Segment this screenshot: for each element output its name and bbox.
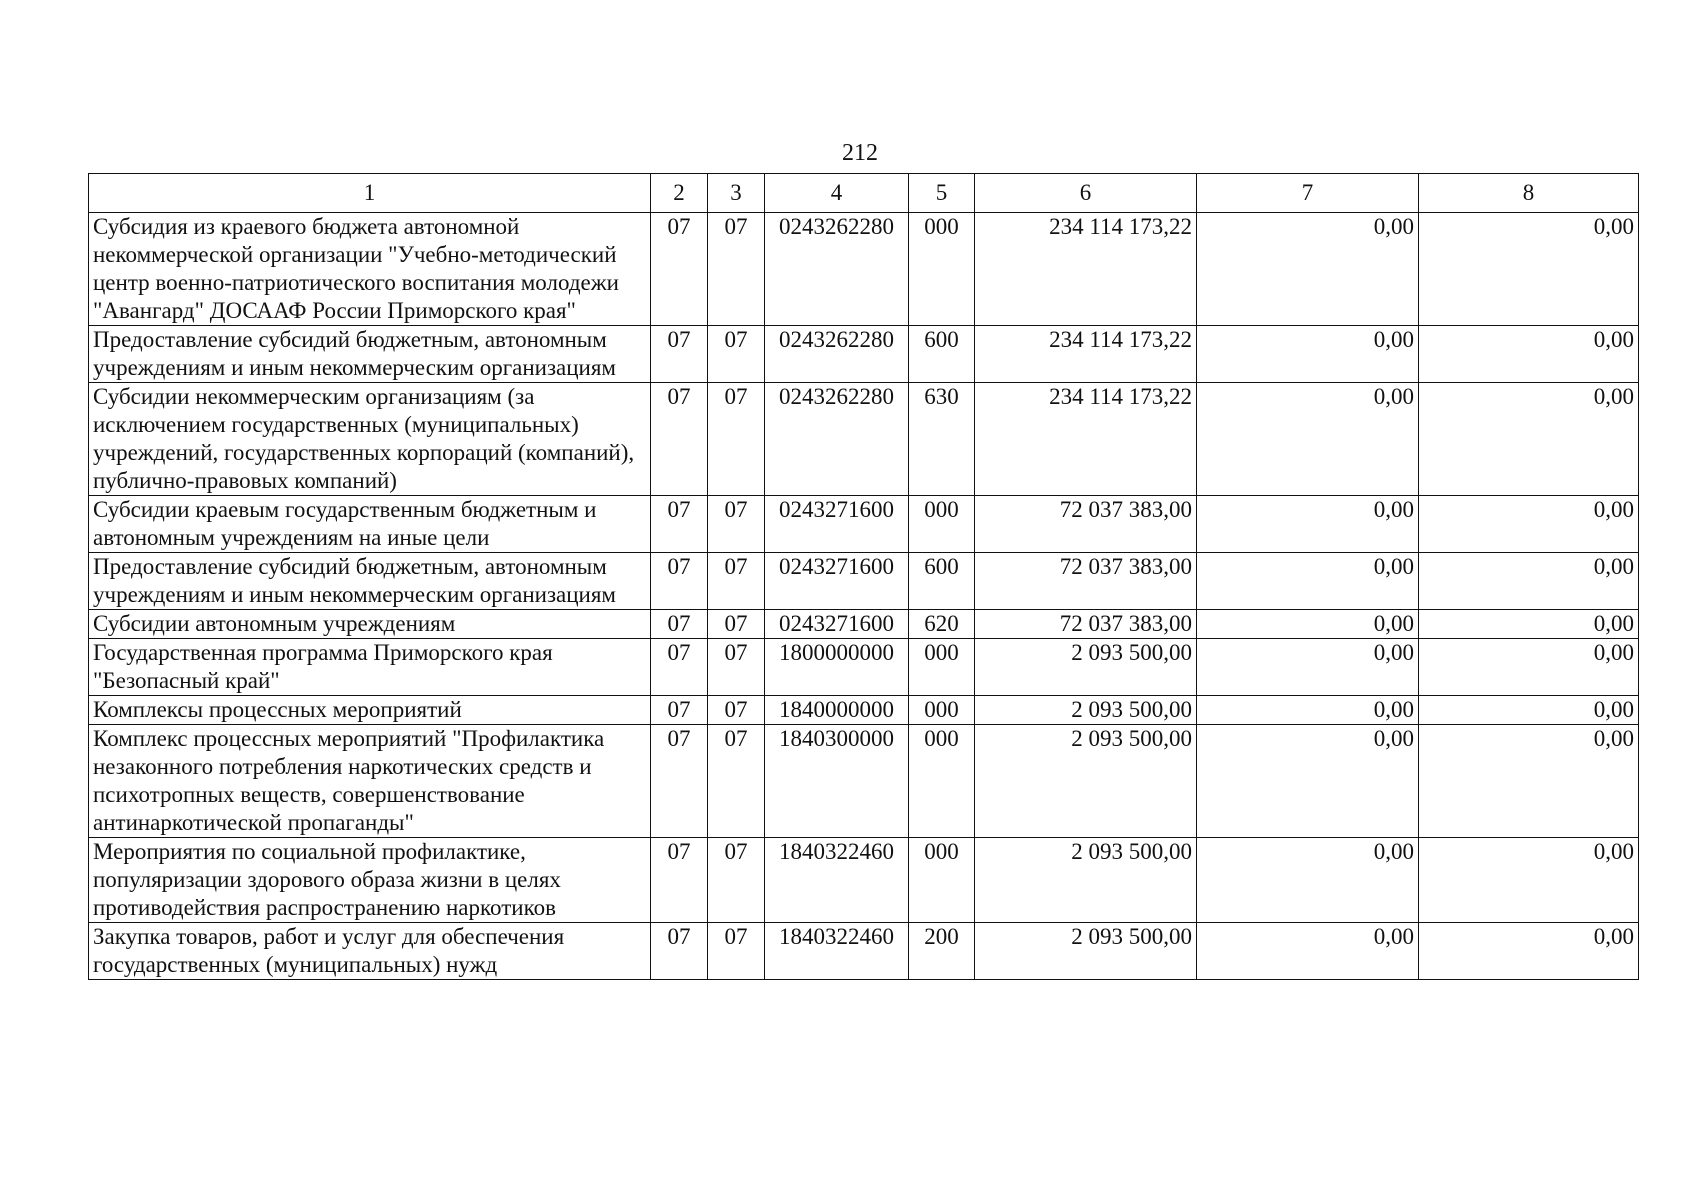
target-article-cell: 0243271600	[765, 610, 909, 639]
amount-cell: 0,00	[1419, 553, 1639, 610]
amount-cell: 0,00	[1197, 383, 1419, 496]
table-row	[89, 213, 1639, 326]
subsection-cell: 07	[708, 838, 765, 923]
section-cell: 07	[651, 213, 708, 326]
amount-cell: 72 037 383,00	[975, 553, 1197, 610]
section-cell: 07	[651, 725, 708, 838]
column-header: 2	[651, 174, 708, 213]
subsection-cell: 07	[708, 610, 765, 639]
section-cell: 07	[651, 696, 708, 725]
row-name-cell: Закупка товаров, работ и услуг для обеспечения государственных (муниципальных) нужд	[89, 923, 651, 980]
column-header: 7	[1197, 174, 1419, 213]
expense-type-cell: 620	[909, 610, 975, 639]
column-header: 3	[708, 174, 765, 213]
amount-cell: 2 093 500,00	[975, 639, 1197, 696]
table-row	[89, 610, 1639, 639]
amount-cell: 2 093 500,00	[975, 923, 1197, 980]
column-header: 6	[975, 174, 1197, 213]
column-header: 4	[765, 174, 909, 213]
row-name-cell: Субсидии некоммерческим организациям (за исключением государственных (муниципальных) учреждений, государственных корпораций (компаний), публично-правовых компаний)	[89, 383, 651, 496]
row-name-cell: Предоставление субсидий бюджетным, автономным учреждениям и иным некоммерческим организациям	[89, 326, 651, 383]
amount-cell: 0,00	[1197, 213, 1419, 326]
table-row	[89, 923, 1639, 980]
table-row	[89, 725, 1639, 838]
subsection-cell: 07	[708, 326, 765, 383]
row-name-cell: Комплекс процессных мероприятий "Профилактика незаконного потребления наркотических средств и психотропных веществ, совершенствование антинаркотической пропаганды"	[89, 725, 651, 838]
expense-type-cell: 630	[909, 383, 975, 496]
amount-cell: 0,00	[1197, 923, 1419, 980]
table-row	[89, 696, 1639, 725]
amount-cell: 0,00	[1197, 610, 1419, 639]
amount-cell: 0,00	[1419, 213, 1639, 326]
target-article-cell: 0243262280	[765, 383, 909, 496]
column-header: 1	[89, 174, 651, 213]
expense-type-cell: 000	[909, 725, 975, 838]
amount-cell: 234 114 173,22	[975, 383, 1197, 496]
row-name-cell: Комплексы процессных мероприятий	[89, 696, 651, 725]
row-name-cell: Субсидии краевым государственным бюджетным и автономным учреждениям на иные цели	[89, 496, 651, 553]
section-cell: 07	[651, 838, 708, 923]
target-article-cell: 1840322460	[765, 923, 909, 980]
target-article-cell: 1840000000	[765, 696, 909, 725]
amount-cell: 0,00	[1419, 610, 1639, 639]
amount-cell: 2 093 500,00	[975, 838, 1197, 923]
expense-type-cell: 000	[909, 213, 975, 326]
row-name-cell: Субсидия из краевого бюджета автономной некоммерческой организации "Учебно-методический центр военно-патриотического воспитания молодежи "Авангард" ДОСААФ России Приморского края"	[89, 213, 651, 326]
target-article-cell: 1840322460	[765, 838, 909, 923]
section-cell: 07	[651, 553, 708, 610]
table-row	[89, 553, 1639, 610]
expense-type-cell: 600	[909, 326, 975, 383]
subsection-cell: 07	[708, 553, 765, 610]
row-name-cell: Мероприятия по социальной профилактике, популяризации здорового образа жизни в целях противодействия распространению наркотиков	[89, 838, 651, 923]
amount-cell: 0,00	[1419, 326, 1639, 383]
table-row	[89, 326, 1639, 383]
target-article-cell: 1800000000	[765, 639, 909, 696]
amount-cell: 72 037 383,00	[975, 496, 1197, 553]
row-name-cell: Субсидии автономным учреждениям	[89, 610, 651, 639]
row-name-cell: Государственная программа Приморского края "Безопасный край"	[89, 639, 651, 696]
amount-cell: 0,00	[1197, 696, 1419, 725]
column-header: 5	[909, 174, 975, 213]
amount-cell: 2 093 500,00	[975, 696, 1197, 725]
amount-cell: 2 093 500,00	[975, 725, 1197, 838]
table-row	[89, 496, 1639, 553]
section-cell: 07	[651, 496, 708, 553]
section-cell: 07	[651, 326, 708, 383]
table-row	[89, 838, 1639, 923]
amount-cell: 0,00	[1197, 496, 1419, 553]
amount-cell: 0,00	[1419, 496, 1639, 553]
target-article-cell: 0243271600	[765, 553, 909, 610]
amount-cell: 234 114 173,22	[975, 326, 1197, 383]
subsection-cell: 07	[708, 213, 765, 326]
budget-table	[88, 173, 1639, 980]
table-row	[89, 383, 1639, 496]
subsection-cell: 07	[708, 923, 765, 980]
amount-cell: 234 114 173,22	[975, 213, 1197, 326]
subsection-cell: 07	[708, 696, 765, 725]
amount-cell: 72 037 383,00	[975, 610, 1197, 639]
section-cell: 07	[651, 923, 708, 980]
expense-type-cell: 000	[909, 838, 975, 923]
column-header: 8	[1419, 174, 1639, 213]
amount-cell: 0,00	[1197, 725, 1419, 838]
expense-type-cell: 200	[909, 923, 975, 980]
target-article-cell: 0243262280	[765, 326, 909, 383]
target-article-cell: 0243271600	[765, 496, 909, 553]
amount-cell: 0,00	[1419, 923, 1639, 980]
amount-cell: 0,00	[1197, 553, 1419, 610]
subsection-cell: 07	[708, 725, 765, 838]
subsection-cell: 07	[708, 383, 765, 496]
target-article-cell: 0243262280	[765, 213, 909, 326]
section-cell: 07	[651, 383, 708, 496]
amount-cell: 0,00	[1419, 696, 1639, 725]
target-article-cell: 1840300000	[765, 725, 909, 838]
row-name-cell: Предоставление субсидий бюджетным, автономным учреждениям и иным некоммерческим организациям	[89, 553, 651, 610]
section-cell: 07	[651, 610, 708, 639]
subsection-cell: 07	[708, 496, 765, 553]
amount-cell: 0,00	[1419, 639, 1639, 696]
section-cell: 07	[651, 639, 708, 696]
amount-cell: 0,00	[1197, 326, 1419, 383]
page-number: 212	[842, 140, 878, 166]
amount-cell: 0,00	[1197, 639, 1419, 696]
header-row	[89, 174, 1639, 213]
amount-cell: 0,00	[1419, 838, 1639, 923]
expense-type-cell: 600	[909, 553, 975, 610]
expense-type-cell: 000	[909, 696, 975, 725]
subsection-cell: 07	[708, 639, 765, 696]
amount-cell: 0,00	[1419, 383, 1639, 496]
amount-cell: 0,00	[1197, 838, 1419, 923]
table-row	[89, 639, 1639, 696]
expense-type-cell: 000	[909, 639, 975, 696]
expense-type-cell: 000	[909, 496, 975, 553]
amount-cell: 0,00	[1419, 725, 1639, 838]
